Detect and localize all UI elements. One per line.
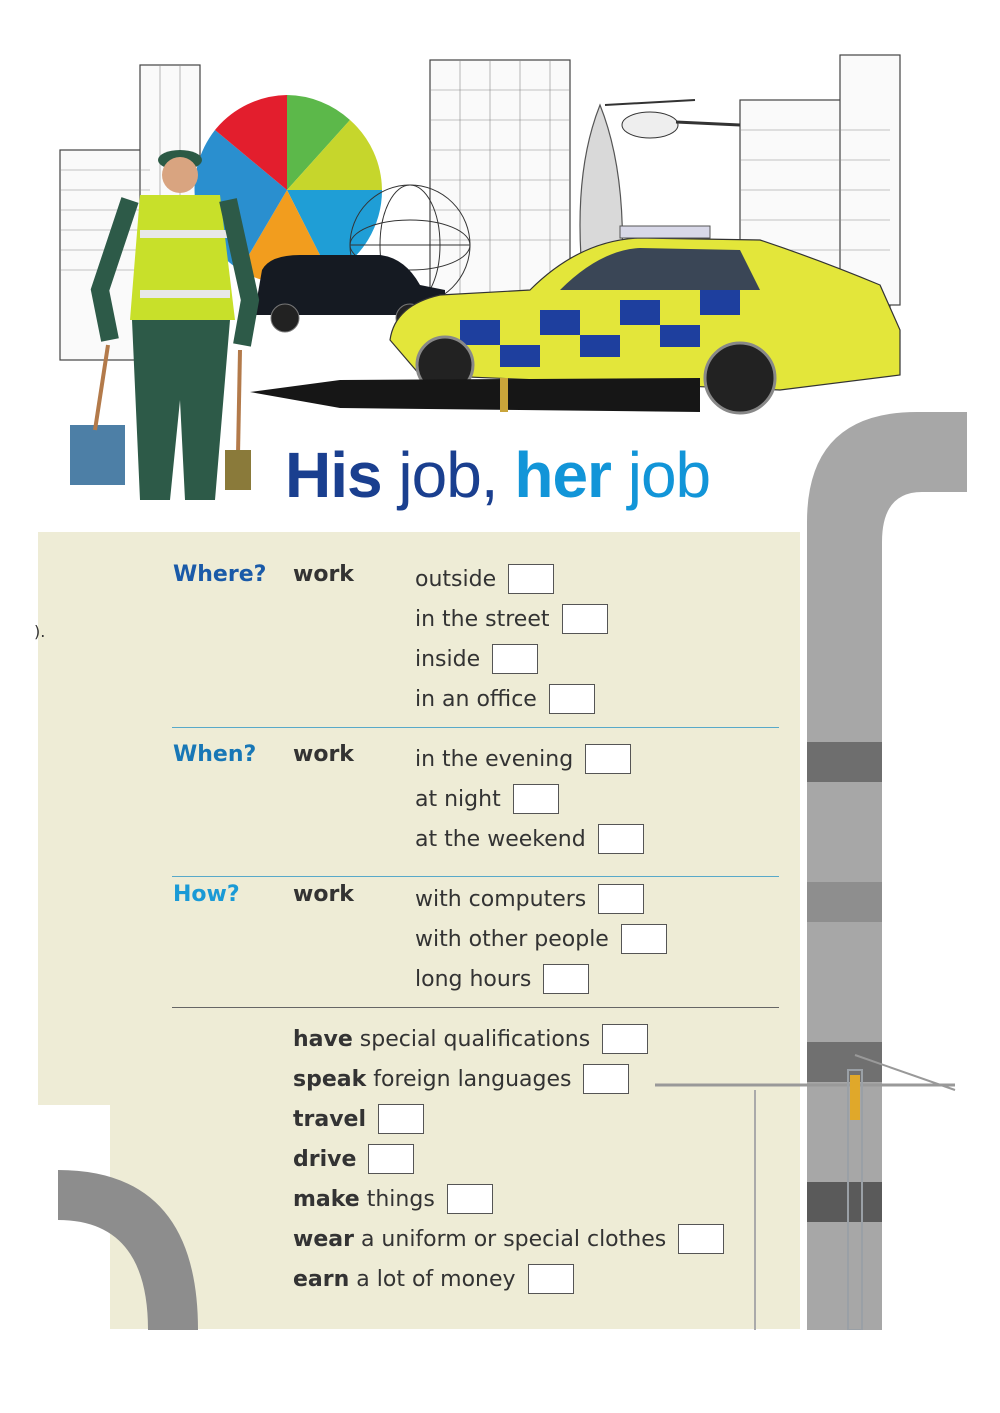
section-divider: [172, 1007, 779, 1008]
answer-box[interactable]: [543, 964, 589, 994]
option-row: [415, 921, 667, 957]
answer-box[interactable]: [447, 1184, 493, 1214]
option-row: [293, 1181, 493, 1217]
option-verb: earn: [293, 1266, 350, 1292]
option-row: [415, 781, 559, 817]
verb-when: work: [293, 742, 354, 767]
option-row: [415, 881, 644, 917]
stray-mark: ).: [34, 622, 46, 641]
answer-box[interactable]: [585, 744, 631, 774]
option-verb: make: [293, 1186, 360, 1212]
answer-box[interactable]: [562, 604, 608, 634]
option-row: [415, 961, 589, 997]
option-label: in the street: [415, 606, 550, 632]
option-verb: speak: [293, 1066, 367, 1092]
section-divider: [172, 727, 779, 728]
grey-corner-decoration: [58, 1160, 208, 1330]
title-his: His: [285, 439, 382, 511]
option-label: a uniform or special clothes: [360, 1226, 667, 1252]
answer-box[interactable]: [378, 1104, 424, 1134]
option-verb: have: [293, 1026, 353, 1052]
option-label: foreign languages: [373, 1066, 572, 1092]
answer-box[interactable]: [549, 684, 595, 714]
option-row: [293, 1221, 724, 1257]
option-label: with computers: [415, 886, 587, 912]
answer-box[interactable]: [583, 1064, 629, 1094]
answer-box[interactable]: [513, 784, 559, 814]
option-verb: wear: [293, 1226, 354, 1252]
title-her: her: [514, 439, 611, 511]
option-verb: drive: [293, 1146, 357, 1172]
option-label: long hours: [415, 966, 532, 992]
verb-how: work: [293, 882, 354, 907]
answer-box[interactable]: [602, 1024, 648, 1054]
option-row: [415, 601, 608, 637]
option-row: [415, 561, 554, 597]
title-job2: job: [627, 439, 711, 511]
question-when: When?: [173, 742, 257, 767]
option-verb: travel: [293, 1106, 367, 1132]
option-row: [293, 1061, 629, 1097]
fountain-pen-icon: [250, 378, 700, 412]
answer-box[interactable]: [621, 924, 667, 954]
helicopter-icon: [605, 100, 740, 138]
answer-box[interactable]: [528, 1264, 574, 1294]
option-row: [293, 1141, 414, 1177]
question-how: How?: [173, 882, 240, 907]
answer-box[interactable]: [678, 1224, 724, 1254]
crane-icon: [655, 1050, 965, 1330]
answer-box[interactable]: [598, 824, 644, 854]
page-title: [285, 438, 710, 512]
section-divider: [172, 876, 779, 877]
option-label: at night: [415, 786, 501, 812]
option-label: special qualifications: [359, 1026, 591, 1052]
option-row: [293, 1021, 648, 1057]
option-label: inside: [415, 646, 481, 672]
title-job1: job,: [398, 439, 498, 511]
answer-box[interactable]: [508, 564, 554, 594]
option-row: [415, 641, 538, 677]
option-label: a lot of money: [356, 1266, 516, 1292]
option-row: [293, 1261, 574, 1297]
option-label: in the evening: [415, 746, 574, 772]
option-label: at the weekend: [415, 826, 586, 852]
option-row: [415, 681, 595, 717]
answer-box[interactable]: [368, 1144, 414, 1174]
option-row: [415, 741, 631, 777]
option-label: outside: [415, 566, 497, 592]
question-where: Where?: [173, 562, 267, 587]
option-label: things: [366, 1186, 435, 1212]
answer-box[interactable]: [492, 644, 538, 674]
option-row: [415, 821, 644, 857]
verb-where: work: [293, 562, 354, 587]
option-label: with other people: [415, 926, 609, 952]
answer-box[interactable]: [598, 884, 644, 914]
option-row: [293, 1101, 424, 1137]
option-label: in an office: [415, 686, 537, 712]
